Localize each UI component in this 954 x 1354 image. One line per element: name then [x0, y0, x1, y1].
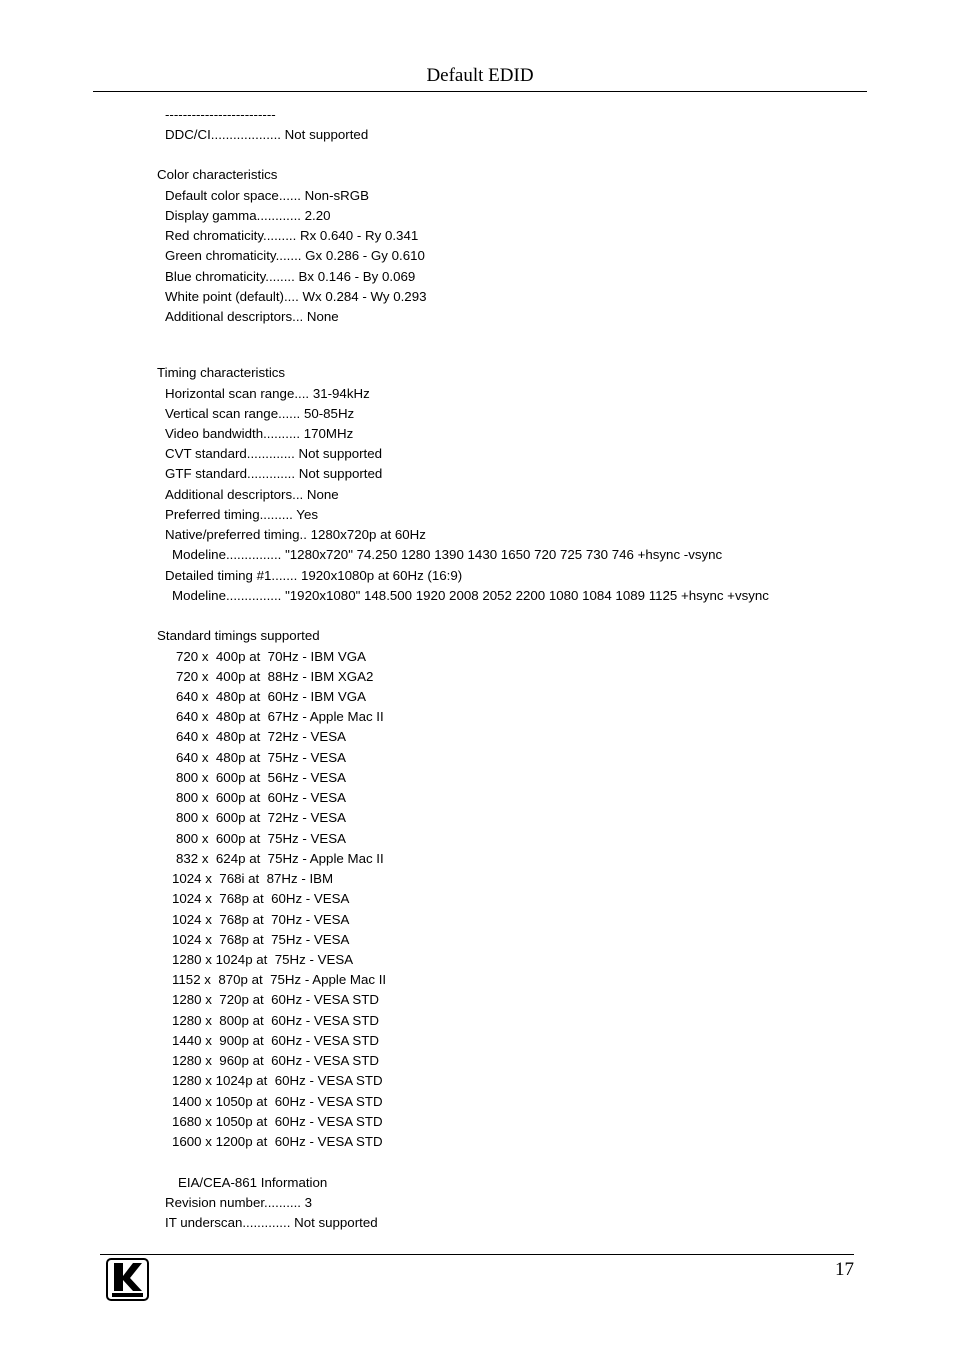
report-line: Native/preferred timing.. 1280x720p at 60Hz	[165, 527, 426, 542]
timing-row: 800 x 600p at 60Hz - VESA	[176, 790, 347, 805]
timing-row: 1280 x 1024p at 75Hz - VESA	[172, 952, 354, 967]
timing-row: 1440 x 900p at 60Hz - VESA STD	[172, 1033, 379, 1048]
report-line: Additional descriptors... None	[165, 487, 339, 502]
report-line: DDC/CI................... Not supported	[165, 127, 369, 142]
timing-row: 1280 x 960p at 60Hz - VESA STD	[172, 1053, 379, 1068]
timing-row: 1024 x 768p at 75Hz - VESA	[172, 932, 350, 947]
timing-row: 800 x 600p at 75Hz - VESA	[176, 831, 347, 846]
timing-row: 640 x 480p at 72Hz - VESA	[176, 729, 347, 744]
timing-row: 1600 x 1200p at 60Hz - VESA STD	[172, 1134, 383, 1149]
timing-row: 1024 x 768i at 87Hz - IBM	[172, 871, 334, 886]
section-heading: Standard timings supported	[157, 628, 320, 643]
section-heading: Color characteristics	[157, 167, 278, 182]
report-line: IT underscan............. Not supported	[165, 1215, 378, 1230]
page-header-title: Default EDID	[426, 65, 534, 86]
timing-row: 800 x 600p at 72Hz - VESA	[176, 810, 347, 825]
page-number: 17	[835, 1259, 854, 1280]
timing-row: 1400 x 1050p at 60Hz - VESA STD	[172, 1094, 383, 1109]
timing-row: 1280 x 720p at 60Hz - VESA STD	[172, 992, 379, 1007]
timing-row: 1024 x 768p at 60Hz - VESA	[172, 891, 350, 906]
report-line: -------------------------	[165, 107, 276, 122]
report-line: Additional descriptors... None	[165, 309, 339, 324]
timing-row: 1024 x 768p at 70Hz - VESA	[172, 912, 350, 927]
report-line: Display gamma............ 2.20	[165, 208, 331, 223]
timing-row: 1680 x 1050p at 60Hz - VESA STD	[172, 1114, 383, 1129]
report-line: GTF standard............. Not supported	[165, 466, 383, 481]
timing-row: 720 x 400p at 70Hz - IBM VGA	[176, 649, 366, 664]
report-line: Blue chromaticity........ Bx 0.146 - By 0.069	[165, 269, 416, 284]
timing-row: 800 x 600p at 56Hz - VESA	[176, 770, 347, 785]
report-line: White point (default).... Wx 0.284 - Wy 0.293	[165, 289, 427, 304]
footer-divider	[100, 1254, 854, 1255]
timing-row: 640 x 480p at 60Hz - IBM VGA	[176, 689, 366, 704]
timing-row: 720 x 400p at 88Hz - IBM XGA2	[176, 669, 374, 684]
section-heading: Timing characteristics	[157, 365, 286, 380]
report-line: Green chromaticity....... Gx 0.286 - Gy 0.610	[165, 248, 425, 263]
section-heading: EIA/CEA-861 Information	[178, 1175, 328, 1190]
report-line: Horizontal scan range.... 31-94kHz	[165, 386, 370, 401]
timing-row: 1152 x 870p at 75Hz - Apple Mac II	[172, 972, 387, 987]
timing-row: 832 x 624p at 75Hz - Apple Mac II	[176, 851, 384, 866]
report-line: Video bandwidth.......... 170MHz	[165, 426, 354, 441]
report-line: Modeline............... "1920x1080" 148.500 1920 2008 2052 2200 1080 1084 1089 1125 +hsync +vsync	[172, 588, 769, 603]
timing-row: 640 x 480p at 67Hz - Apple Mac II	[176, 709, 384, 724]
report-line: Revision number.......... 3	[165, 1195, 313, 1210]
report-line: Modeline............... "1280x720" 74.250 1280 1390 1430 1650 720 725 730 746 +hsync -vsync	[172, 547, 723, 562]
timing-row: 640 x 480p at 75Hz - VESA	[176, 750, 347, 765]
report-line: Detailed timing #1....... 1920x1080p at 60Hz (16:9)	[165, 568, 463, 583]
report-line: Red chromaticity......... Rx 0.640 - Ry 0.341	[165, 228, 419, 243]
report-line: Default color space...... Non-sRGB	[165, 188, 369, 203]
report-line: Preferred timing......... Yes	[165, 507, 318, 522]
timing-row: 1280 x 1024p at 60Hz - VESA STD	[172, 1073, 383, 1088]
report-line: CVT standard............. Not supported	[165, 446, 383, 461]
timing-row: 1280 x 800p at 60Hz - VESA STD	[172, 1013, 379, 1028]
kramer-logo-icon	[106, 1258, 149, 1301]
report-line: Vertical scan range...... 50-85Hz	[165, 406, 355, 421]
